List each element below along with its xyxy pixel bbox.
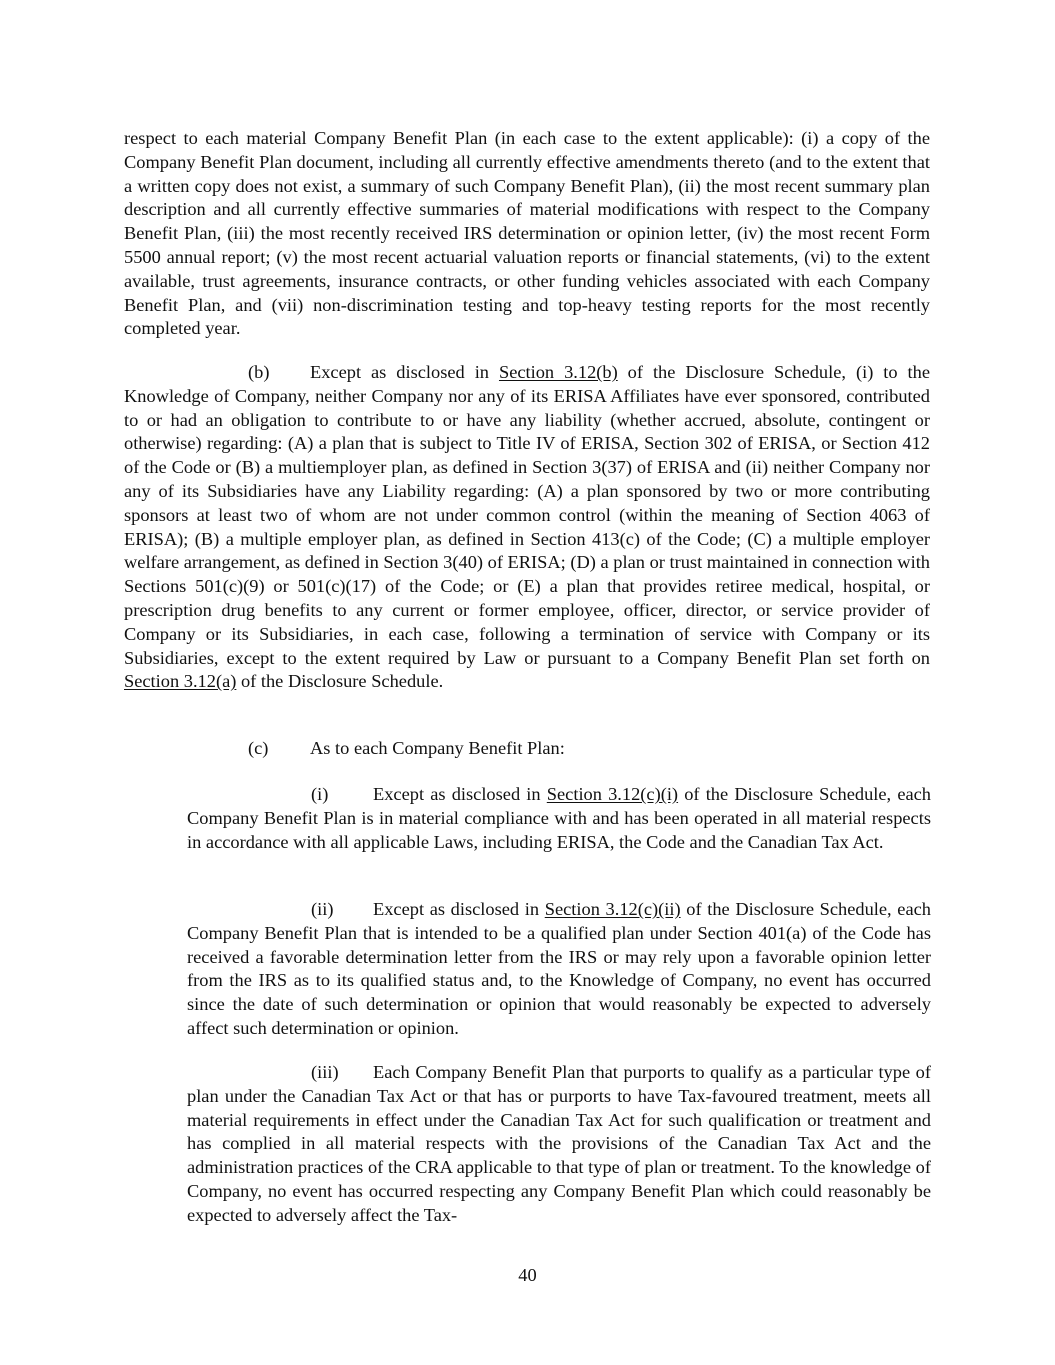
subparagraph-ii-body: of the Disclosure Schedule, each Company Benefit Plan that is intended to be a qualified plan under Section 401(a) of the Code has received a favorable determination letter from the IRS or may rely upon a favorable opinion letter from the IRS as to its qualified status and, to the Knowledge of Company, no event has occurred since the date of such determination or opinion that would reasonably be expected to adversely affect such determination or opinion. <box>187 899 931 1038</box>
subparagraph-ii <box>187 898 931 1041</box>
section-3-12-c-i-reference[interactable]: Section 3.12(c)(i) <box>546 784 679 804</box>
subparagraph-iii-body: Each Company Benefit Plan that purports to qualify as a particular type of plan under the Canadian Tax Act or that has or purports to have Tax-favoured treatment, meets all material requirements in effect under the Canadian Tax Act for such qualification or treatment and has complied in all material respects with the provisions of the Canadian Tax Act and the administration practices of the CRA applicable to that type of plan or treatment. To the knowledge of Company, no event has occurred respecting any Company Benefit Plan which could reasonably be expected to adversely affect the Tax- <box>187 1062 931 1225</box>
paragraph-a-text: respect to each material Company Benefit Plan (in each case to the extent applicable): (i) a copy of the Company Benefit Plan document, including all currently effective amendments thereto (and to the extent that a written copy does not exist, a summary of such Company Benefit Plan), (ii) the most recent summary plan description and all currently effective summaries of material modifications with respect to the Company Benefit Plan, (iii) the most recently received IRS determination or opinion letter, (iv) the most recent Form 5500 annual report; (v) the most recent actuarial valuation reports or financial statements, (vi) to the extent available, trust agreements, insurance contracts, or other funding vehicles associated with each Company Benefit Plan, and (vii) non-discrimination testing and top-heavy testing reports for the most recently completed year. <box>124 128 930 339</box>
paragraph-c-label: (c) <box>248 738 269 758</box>
subparagraph-ii-label: (ii) <box>311 899 334 919</box>
paragraph-b <box>124 361 930 694</box>
subparagraph-i-body: of the Disclosure Schedule, each Company Benefit Plan is in material compliance with and has been operated in all material respects in accordance with all applicable Laws, including ERISA, the Code and the Canadian Tax Act. <box>187 784 931 852</box>
subparagraph-i-intro: Except as disclosed in <box>373 784 547 804</box>
section-3-12-c-ii-reference[interactable]: Section 3.12(c)(ii) <box>544 899 681 919</box>
subparagraph-i <box>187 783 931 854</box>
paragraph-b-tail: of the Disclosure Schedule. <box>236 671 444 692</box>
paragraph-b-body: of the Disclosure Schedule, (i) to the Knowledge of Company, neither Company nor any of its ERISA Affiliates have ever sponsored, contributed to or had an obligation to contribute to or have any liability (whether accrued, absolute, contingent or otherwise) regarding: (A) a plan that is subject to Title IV of ERISA, Section 302 of ERISA, or Section 412 of the Code or (B) a multiemployer plan, as defined in Section 3(37) of ERISA and (ii) neither Company nor any of its Subsidiaries have any Liability regarding: (A) a plan sponsored by two or more contributing sponsors at least two of whom are not under common control (within the meaning of Section 4063 of ERISA); (B) a multiple employer plan, as defined in Section 413(c) of the Code; (C) a multiple employer welfare arrangement, as defined in Section 3(40) of ERISA; (D) a plan or trust maintained in connection with Sections 501(c)(9) or 501(c)(17) of the Code; or (E) a plan that provides retiree medical, hospital, or prescription drug benefits to any current or former employee, officer, director, or service provider of Company or its Subsidiaries, in each case, following a termination of service with Company or its Subsidiaries, except to the extent required by Law or pursuant to a Company Benefit Plan set forth on <box>124 362 930 668</box>
paragraph-b-intro: Except as disclosed in <box>310 362 499 382</box>
paragraph-c <box>124 737 930 761</box>
subparagraph-iii-label: (iii) <box>311 1062 339 1082</box>
subparagraph-ii-intro: Except as disclosed in <box>373 899 545 919</box>
section-3-12-b-reference[interactable]: Section 3.12(b) <box>498 362 618 382</box>
page-number: 40 <box>518 1265 537 1285</box>
paragraph-a-continuation <box>124 127 930 341</box>
subparagraph-iii <box>187 1061 931 1228</box>
section-3-12-a-reference[interactable]: Section 3.12(a) <box>124 671 237 692</box>
paragraph-c-text: As to each Company Benefit Plan: <box>310 738 565 758</box>
paragraph-b-label: (b) <box>248 362 270 382</box>
subparagraph-i-label: (i) <box>311 784 329 804</box>
